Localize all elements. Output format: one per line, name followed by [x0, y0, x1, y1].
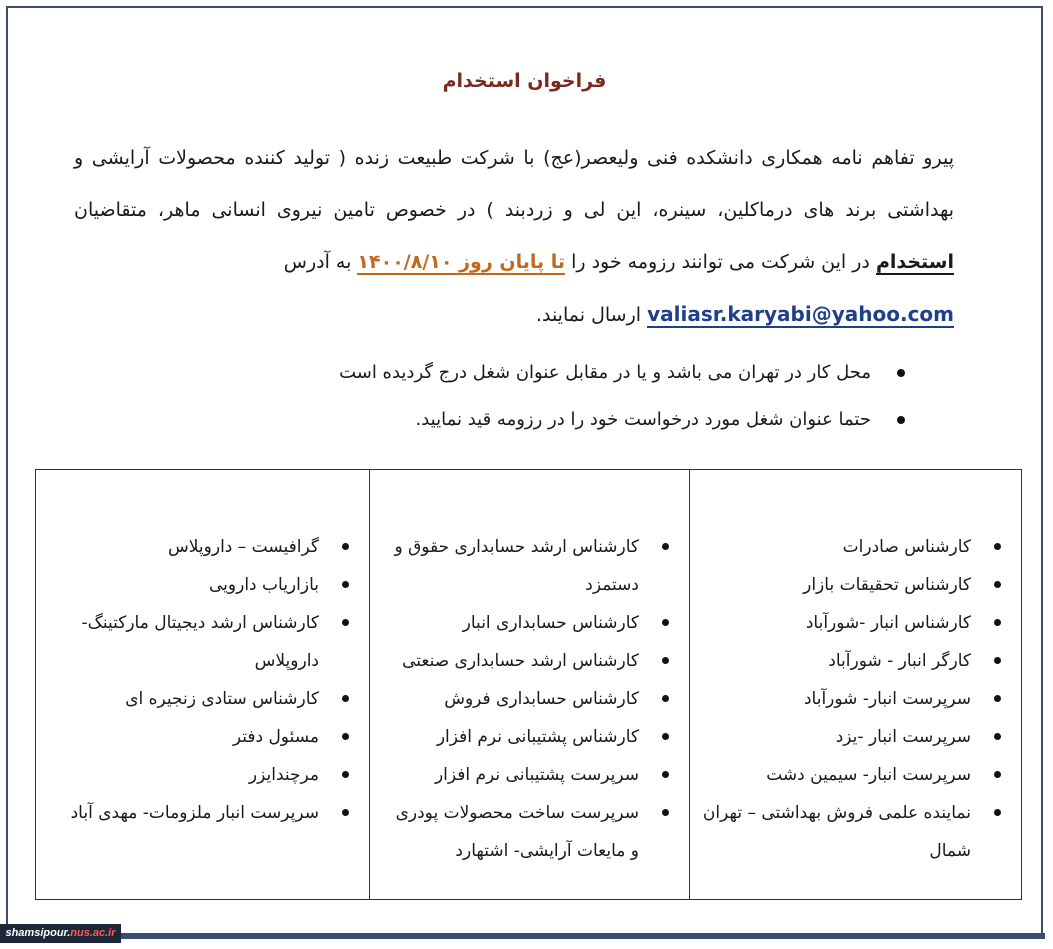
job-item: کارشناس ارشد حسابداری صنعتی	[382, 642, 639, 680]
email-link[interactable]: valiasr.karyabi@yahoo.com	[647, 302, 954, 326]
job-item: مرچندایزر	[48, 756, 319, 794]
jobs-column-1	[690, 470, 1022, 900]
job-item: کارشناس ستادی زنجیره ای	[48, 680, 319, 718]
job-item: سرپرست انبار -یزد	[702, 718, 971, 756]
job-item: کارشناس حسابداری فروش	[382, 680, 639, 718]
note-item: محل کار در تهران می باشد و یا در مقابل عنوان شغل درج گردیده است	[339, 351, 905, 398]
jobs-table-row	[36, 470, 1022, 900]
jobs-column-2	[370, 470, 690, 900]
job-item: کارشناس ارشد دیجیتال مارکتینگ- داروپلاس	[48, 604, 319, 680]
job-item: سرپرست انبار- سیمین دشت	[702, 756, 971, 794]
job-item: کارشناس صادرات	[702, 528, 971, 566]
job-item: کارشناس انبار -شورآباد	[702, 604, 971, 642]
document-frame	[6, 6, 1043, 935]
site-watermark	[0, 924, 121, 943]
job-list-1	[690, 528, 1021, 870]
deadline-text: تا پایان روز ۱۴۰۰/۸/۱۰	[357, 251, 566, 273]
note-item: حتما عنوان شغل مورد درخواست خود را در رزومه قید نمایید.	[339, 398, 905, 445]
job-item: کارشناس حسابداری انبار	[382, 604, 639, 642]
intro-text-3: به آدرس	[283, 251, 358, 273]
job-item: کارگر انبار - شورآباد	[702, 642, 971, 680]
site-watermark-main: shamsipour.	[5, 927, 71, 939]
job-item: سرپرست پشتیبانی نرم افزار	[382, 756, 639, 794]
intro-text-2: در این شرکت می توانند رزومه خود را	[565, 251, 876, 273]
intro-paragraph	[74, 132, 954, 341]
intro-text-4: ارسال نمایند.	[535, 304, 648, 326]
job-item: گرافیست – داروپلاس	[48, 528, 319, 566]
job-item: نماینده علمی فروش بهداشتی – تهران شمال	[702, 794, 971, 870]
job-item: کارشناس ارشد حسابداری حقوق و دستمزد	[382, 528, 639, 604]
job-item: کارشناس پشتیبانی نرم افزار	[382, 718, 639, 756]
notes-list	[339, 351, 905, 445]
job-list-3	[36, 528, 369, 832]
site-watermark-accent: nus.ac.ir	[70, 927, 116, 939]
job-list-2	[370, 528, 689, 870]
job-item: سرپرست انبار- شورآباد	[702, 680, 971, 718]
jobs-column-3	[36, 470, 370, 900]
job-item: سرپرست انبار ملزومات- مهدی آباد	[48, 794, 319, 832]
job-item: مسئول دفتر	[48, 718, 319, 756]
job-item: بازاریاب دارویی	[48, 566, 319, 604]
footer-rule	[121, 933, 1045, 939]
jobs-table	[35, 469, 1022, 900]
job-item: کارشناس تحقیقات بازار	[702, 566, 971, 604]
intro-text-1: پیرو تفاهم نامه همکاری دانشکده فنی ولیعصر(عج) با شرکت طبیعت زنده ( تولید کننده محصولات آرایشی و بهداشتی برند های درماکلین، سینره، این لی و زردبند ) در خصوص تامین نیروی انسانی ماهر، متقاضیان	[74, 147, 954, 221]
intro-strong-word: استخدام	[875, 251, 954, 273]
job-item: سرپرست ساخت محصولات پودری و مایعات آرایشی- اشتهارد	[382, 794, 639, 870]
document-title: فراخوان استخدام	[442, 70, 607, 92]
